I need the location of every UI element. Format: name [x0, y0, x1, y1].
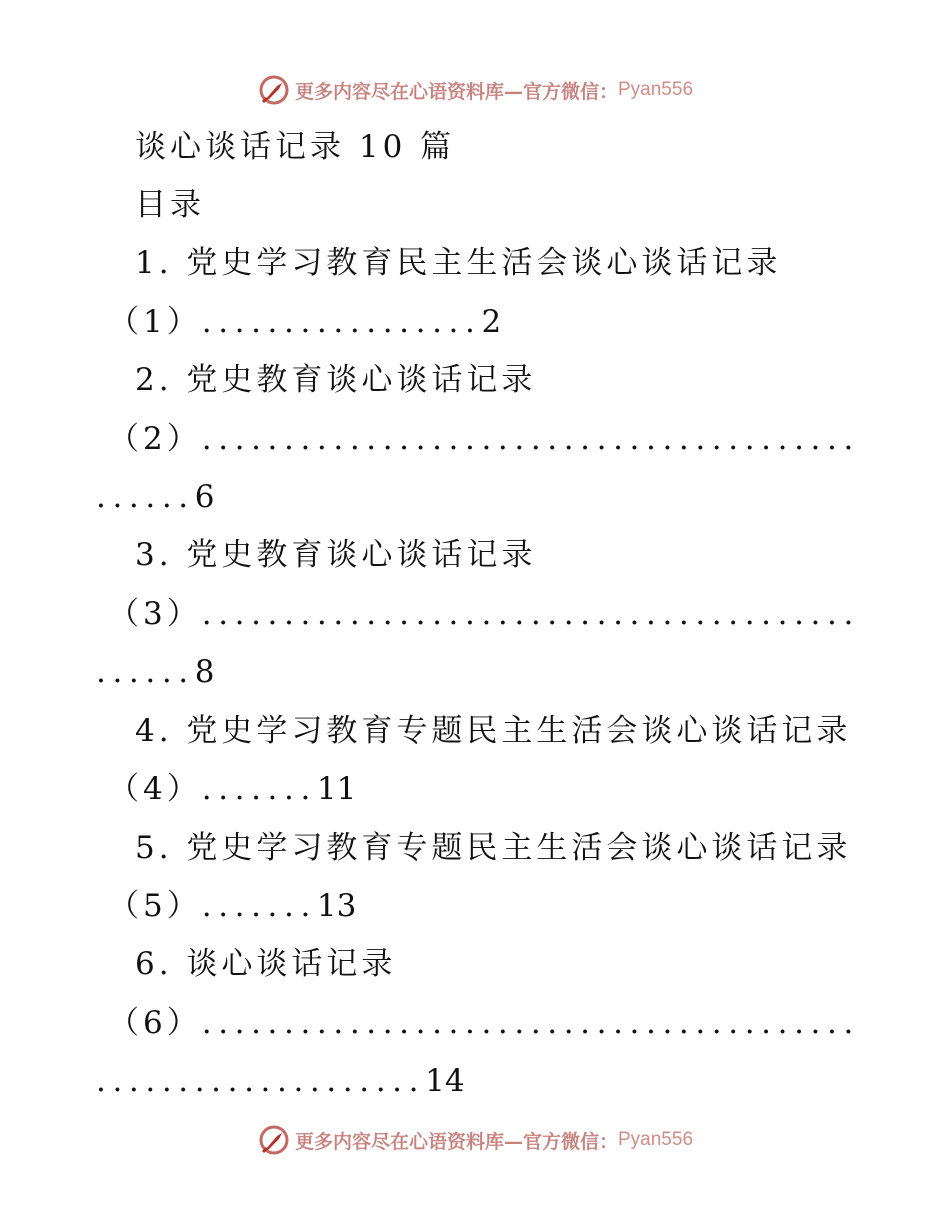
toc-leader-dots: ........................................: [201, 421, 860, 457]
toc-entry-number: （1）: [108, 304, 202, 340]
pen-nib-logo-icon: [257, 73, 291, 107]
toc-entry-leader[interactable]: [108, 594, 860, 634]
toc-entry-leader-continued[interactable]: [96, 477, 214, 517]
toc-entry-label[interactable]: 6. 谈心谈话记录: [135, 946, 397, 982]
toc-entry-leader[interactable]: [108, 419, 860, 459]
watermark-text: 更多内容尽在心语资料库—官方微信：: [294, 1130, 618, 1153]
document-title: 谈心谈话记录 10 篇: [135, 129, 456, 165]
watermark-wechat-id: Pyan556: [618, 1129, 694, 1150]
toc-entry-number: （3）: [108, 596, 202, 632]
toc-entry-leader-continued[interactable]: [96, 1061, 465, 1101]
watermark-text: 更多内容尽在心语资料库—官方微信：: [294, 80, 618, 103]
watermark-banner-bottom: [0, 1120, 950, 1160]
toc-entry-leader[interactable]: [108, 886, 356, 926]
toc-page-number: 6: [194, 479, 215, 515]
toc-entry-number: （4）: [108, 771, 202, 807]
toc-entry-leader[interactable]: [108, 769, 356, 809]
toc-leader-dots: ......: [96, 654, 195, 690]
toc-leader-dots: .......: [201, 771, 317, 807]
toc-page-number: 14: [425, 1063, 465, 1099]
watermark-banner-top: [0, 70, 950, 110]
toc-page-number: 11: [316, 771, 357, 807]
toc-page-number: 13: [316, 888, 357, 924]
toc-leader-dots: ........................................: [201, 596, 860, 632]
toc-leader-dots: ....................: [96, 1063, 426, 1099]
toc-leader-dots: ........................................: [201, 1005, 860, 1041]
toc-entry-label[interactable]: 5. 党史学习教育专题民主生活会谈心谈话记录: [135, 830, 852, 866]
toc-leader-dots: .................: [201, 304, 482, 340]
toc-entry-label[interactable]: 4. 党史学习教育专题民主生活会谈心谈话记录: [135, 713, 852, 749]
toc-page-number: 8: [194, 654, 215, 690]
toc-page-number: 2: [481, 304, 502, 340]
toc-entry-number: （5）: [108, 888, 202, 924]
toc-entry-number: （6）: [108, 1005, 202, 1041]
toc-entry-label[interactable]: 3. 党史教育谈心谈话记录: [135, 537, 537, 573]
toc-leader-dots: ......: [96, 479, 195, 515]
toc-entry-leader[interactable]: [108, 1003, 860, 1043]
toc-leader-dots: .......: [201, 888, 317, 924]
toc-heading: 目录: [135, 187, 205, 223]
watermark-wechat-id: Pyan556: [618, 79, 694, 100]
pen-nib-logo-icon: [257, 1123, 291, 1157]
toc-entry-label[interactable]: 1. 党史学习教育民主生活会谈心谈话记录: [135, 245, 782, 281]
toc-entry-number: （2）: [108, 421, 202, 457]
toc-entry-leader-continued[interactable]: [96, 652, 214, 692]
toc-entry-label[interactable]: 2. 党史教育谈心谈话记录: [135, 362, 537, 398]
toc-entry-leader[interactable]: [108, 302, 501, 342]
